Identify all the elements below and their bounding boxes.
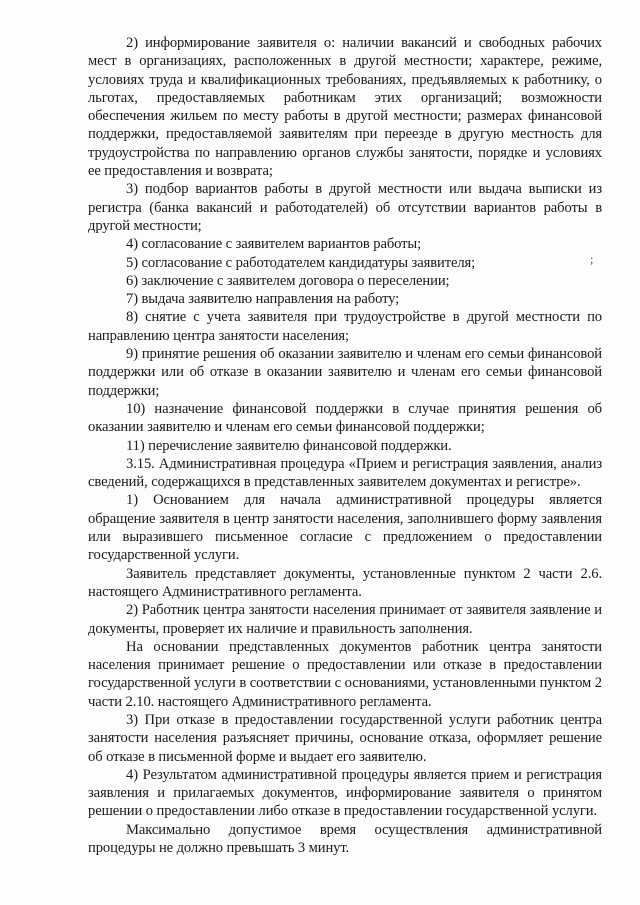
paragraph-item-6: 6) заключение с заявителем договора о переселении; bbox=[126, 272, 450, 289]
paragraph-item-10: 10) назначение финансовой поддержки в случае принятия решения об оказании заявителю и членам его семьи финансовой поддержки; bbox=[88, 400, 602, 436]
document-body bbox=[88, 34, 602, 857]
paragraph-item-7: 7) выдача заявителю направления на работу; bbox=[126, 291, 400, 308]
paragraph-item-5: 5) согласование с работодателем кандидатуры заявителя; bbox=[126, 254, 476, 271]
paragraph-item-4: 4) согласование с заявителем вариантов работы; bbox=[126, 236, 422, 253]
paragraph-basis: 1) Основанием для начала административной процедуры является обращение заявителя в центр занятости населения, заполнившего форму заявления или выразившего письменное согласие с предложением о предоставлении государственной услуги. bbox=[88, 492, 602, 564]
paragraph-decision: На основании представленных документов работник центра занятости населения принимает решение о предоставлении или отказе в предоставлении государственной услуги в соответствии с основаниями, установленными пунктом 2 части 2.10. настоящего Административного регламента. bbox=[88, 638, 602, 710]
paragraph-result: 4) Результатом административной процедуры является прием и регистрация заявления и прилагаемых документов, информирование заявителя о принятом решении о предоставлении либо отказе в предоставлении государственной услуги. bbox=[88, 766, 602, 820]
paragraph-item-11: 11) перечисление заявителю финансовой поддержки. bbox=[126, 437, 452, 454]
paragraph-item-9: 9) принятие решения об оказании заявителю и членам его семьи финансовой поддержки или об отказе в оказании заявителю и членам его семьи финансовой поддержки; bbox=[88, 346, 602, 399]
margin-mark: ; bbox=[590, 252, 594, 266]
paragraph-acceptance: 2) Работник центра занятости населения принимает от заявителя заявление и документы, проверяет их наличие и правильность заполнения. bbox=[88, 602, 602, 637]
paragraph-item-8: 8) снятие с учета заявителя при трудоустройстве в другой местности по направлению центра занятости населения; bbox=[88, 309, 602, 344]
paragraph-refusal: 3) При отказе в предоставлении государственной услуги работник центра занятости населения разъясняет причины, основание отказа, оформляет решение об отказе в письменной форме и выдает его заявителю. bbox=[88, 711, 602, 765]
paragraph-item-2-informing: 2) информирование заявителя о: наличии вакансий и свободных рабочих мест в организациях, расположенных в другой местности; характере, режиме, условиях труда и квалификационных требованиях, предъявляемых к работнику, о льготах, предоставляемых работникам этих организаций; возможности обеспечения жильем по месту работы в другой местности; размерах финансовой поддержки, предоставляемой заявителям при переезде в другую местность для трудоустройства по направлению органов службы занятости, порядке и условиях ее предоставления и возврата; bbox=[88, 35, 602, 180]
paragraph-max-time: Максимально допустимое время осуществления административной процедуры не должно превышать 3 минут. bbox=[88, 821, 602, 857]
paragraph-item-3-selection: 3) подбор вариантов работы в другой местности или выдача выписки из регистра (банка вакансий и работодателей) об отсутствии вариантов работы в другой местности; bbox=[88, 181, 602, 234]
paragraph-documents: Заявитель представляет документы, установленные пунктом 2 части 2.6. настоящего Административного регламента. bbox=[88, 565, 602, 600]
section-heading-3-15: 3.15. Административная процедура «Прием и регистрация заявления, анализ сведений, содержащихся в представленных заявителем документах и регистре». bbox=[88, 455, 602, 491]
